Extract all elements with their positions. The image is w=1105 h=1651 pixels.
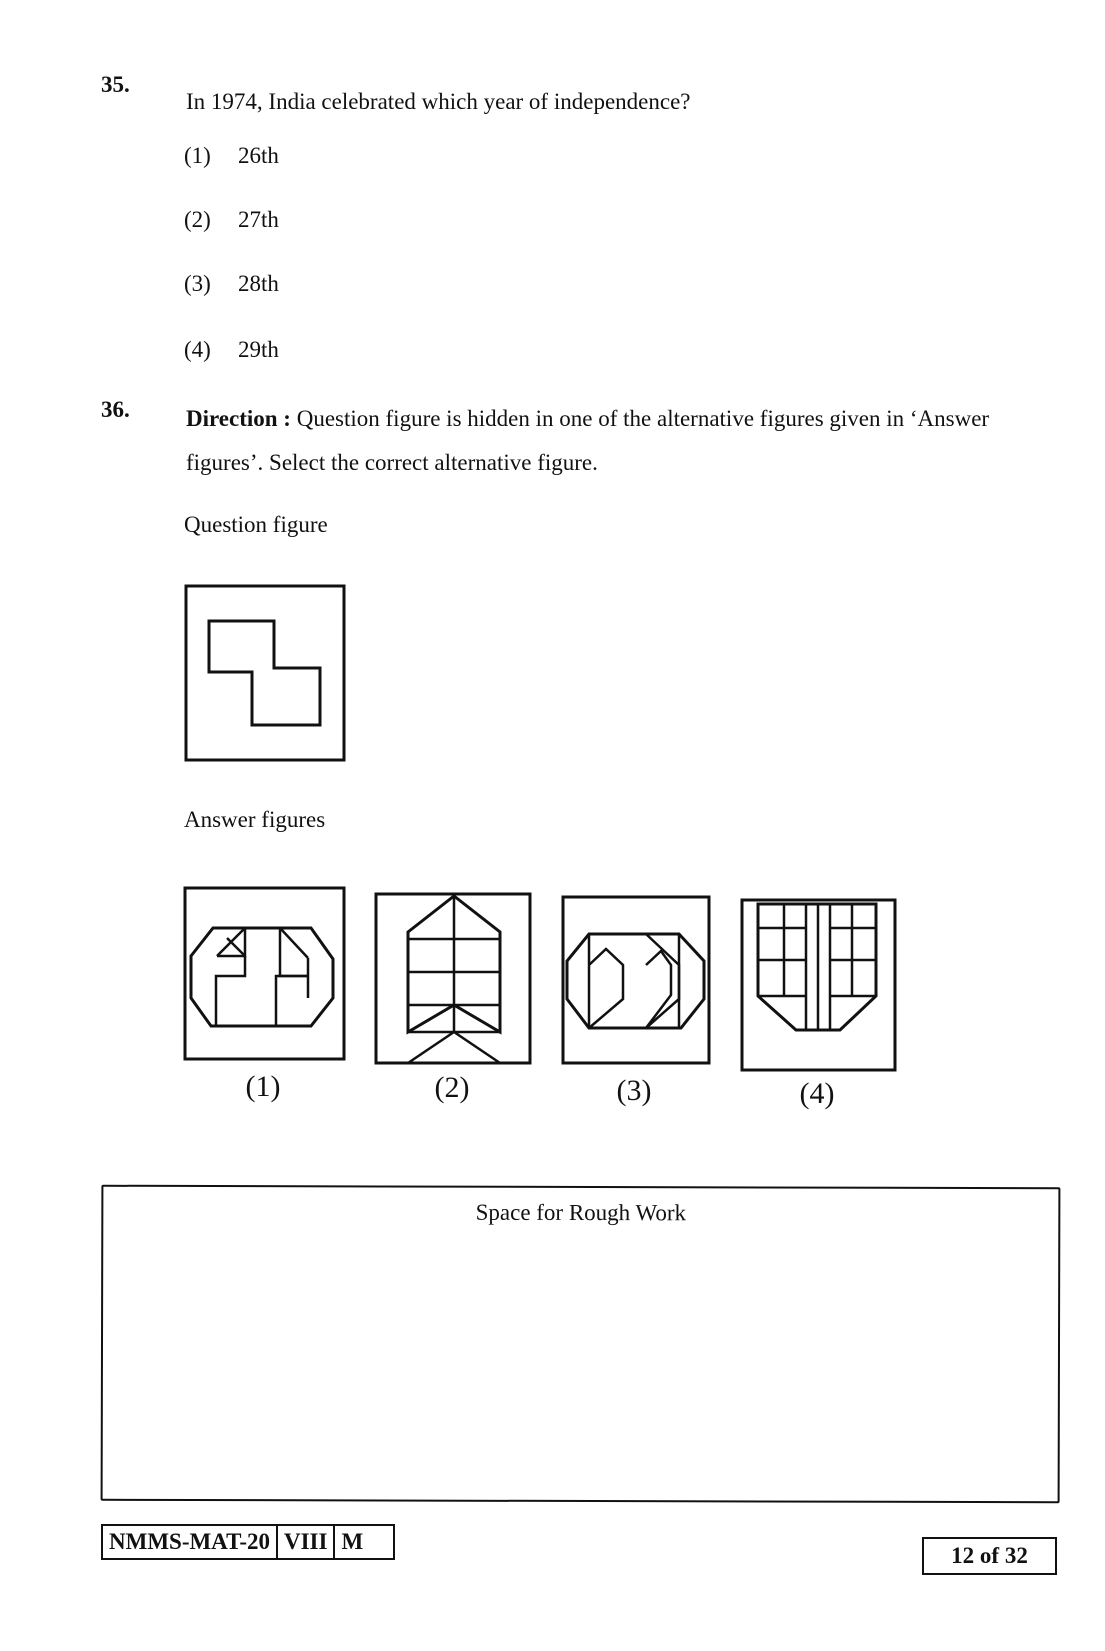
- paper-code: [101, 1524, 395, 1560]
- answer-figure-1[interactable]: [183, 886, 346, 1061]
- page-number: 12 of 32: [922, 1537, 1057, 1575]
- rough-work-title: Space for Rough Work: [475, 1199, 687, 1226]
- answer-caption-4: (4): [799, 1077, 835, 1110]
- answer-caption-3: (3): [616, 1074, 652, 1107]
- option-text: 27th: [238, 207, 279, 232]
- question-35-option-3[interactable]: [184, 271, 279, 297]
- question-35-option-4[interactable]: [184, 337, 279, 363]
- answer-figure-3[interactable]: [561, 895, 711, 1065]
- question-35-text: In 1974, India celebrated which year of independence?: [186, 89, 691, 114]
- answer-caption-1: (1): [245, 1070, 281, 1103]
- question-figure-label: Question figure: [184, 512, 328, 537]
- answer-caption-2: (2): [434, 1071, 470, 1104]
- option-number: (1): [184, 143, 211, 168]
- option-number: (3): [184, 271, 211, 296]
- option-number: (4): [184, 337, 211, 362]
- direction-label: Direction :: [186, 406, 291, 431]
- question-36-number: 36.: [101, 397, 130, 422]
- question-figure: [184, 584, 346, 762]
- question-35-option-2[interactable]: [184, 207, 279, 233]
- paper-code-part: NMMS-MAT-20: [103, 1526, 278, 1558]
- answer-figure-4[interactable]: [740, 898, 897, 1072]
- option-text: 29th: [238, 337, 279, 362]
- question-35-option-1[interactable]: [184, 143, 279, 169]
- option-number: (2): [184, 207, 211, 232]
- direction-text: Question figure is hidden in one of the alternative figures given in ‘Answer figures’. Select the correct alternative figure.: [186, 406, 990, 475]
- option-text: 28th: [238, 271, 279, 296]
- paper-code-part: M: [341, 1529, 364, 1554]
- question-36-direction: [186, 397, 1056, 485]
- option-text: 26th: [238, 143, 279, 168]
- answer-figures-label: Answer figures: [184, 807, 326, 832]
- rough-work-area[interactable]: [101, 1185, 1061, 1504]
- question-35-number: 35.: [101, 72, 130, 97]
- paper-code-part: VIII: [278, 1526, 335, 1558]
- answer-figure-2[interactable]: [374, 892, 532, 1065]
